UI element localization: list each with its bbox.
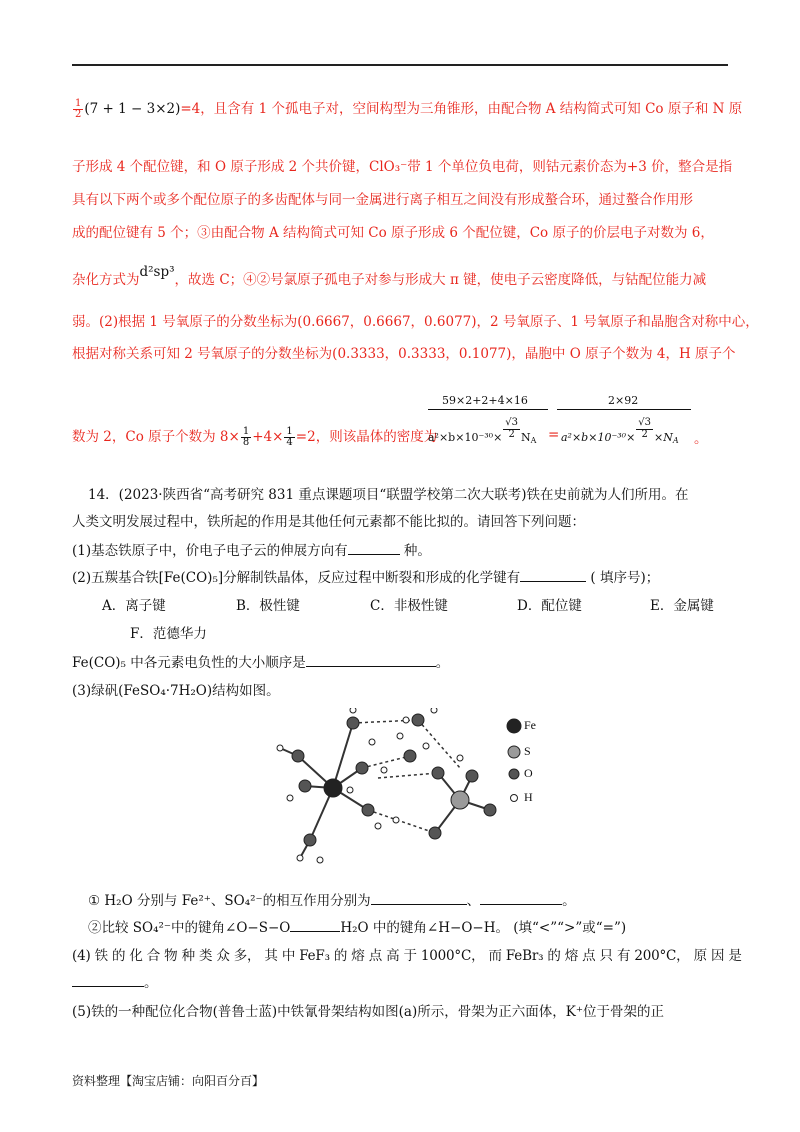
density-num-1: 59×2+2+4×16 (442, 394, 528, 407)
density-den-2-text: a²×b×10⁻³⁰× (561, 431, 636, 444)
q3-1-blank-a[interactable] (371, 892, 467, 905)
q3-1-end: 。 (562, 893, 576, 909)
option-f: F．范德华力 (130, 626, 207, 642)
question-1 (72, 539, 431, 559)
question-4-tail (72, 971, 158, 991)
atoms (277, 708, 496, 863)
question-3: (3)绿矾(FeSO₄·7H₂O)结构如图。 (72, 683, 280, 699)
header-rule (72, 64, 728, 66)
answer-line-5 (72, 264, 707, 288)
one-eighth: $\frac{1}{8}$ (242, 425, 250, 448)
question-stem-2: 人类文明发展过程中，铁所起的作用是其他任何元素都不能比拟的。请回答下列问题： (72, 514, 585, 530)
answer-line-3: 具有以下两个或多个配位原子的多齿配体与同一金属进行离子相互之间没有形成螯合环，通过螯合作用形 (72, 192, 693, 208)
density-den-1-na: N (521, 431, 531, 444)
question-3-1 (88, 889, 576, 909)
answer-line-6: 弱。(2)根据 1 号氧原子的分数坐标为(0.6667，0.6667，0.6077)，2 号氧原子、1 号氧原子和晶胞含对称中心， (72, 314, 759, 330)
legend-o-marker (509, 769, 519, 779)
density-bar-2 (557, 409, 691, 410)
answer-text-8a: 数为 2，Co 原子个数为 8× (72, 429, 240, 445)
option-b: B．极性键 (236, 598, 300, 614)
green-vitriol-structure-figure (250, 708, 560, 873)
density-bar-1 (428, 409, 548, 410)
q4-blank[interactable] (72, 974, 144, 987)
q2c-end: 。 (435, 655, 450, 671)
q1-text: (1)基态铁原子中，价电子电子云的伸展方向有 (72, 543, 348, 559)
answer-line-8 (72, 425, 437, 449)
option-a: A．离子键 (102, 598, 166, 614)
density-den-2-na: ×N (654, 431, 673, 444)
q1-blank[interactable] (348, 542, 400, 555)
q2-blank[interactable] (520, 569, 586, 582)
answer-text-5a: 杂化方式为 (72, 272, 140, 288)
question-stem-1: 14．(2023·陕西省“高考研究 831 重点课题项目“联盟学校第二次大联考)铁在史前就为人们所用。在 (88, 487, 689, 503)
density-den-2: a²×b×10⁻³⁰× $\frac{√3}{2}$ $\times N_A$ (561, 417, 679, 445)
q3-2-text: ②比较 SO₄²⁻中的键角∠O−S−O (88, 920, 291, 936)
legend-o-label: O (524, 766, 533, 780)
q3-1-blank-b[interactable] (480, 892, 562, 905)
q2-end: ( 填序号)； (590, 570, 660, 586)
one-quarter: $\frac{1}{4}$ (286, 425, 293, 448)
legend-fe-label: Fe (524, 718, 536, 732)
density-den-1: a²×b×10⁻³⁰× $\frac{√3}{2}$ $N_A$ (428, 417, 537, 445)
legend (507, 719, 521, 802)
q2c-text: Fe(CO)₅ 中各元素电负性的大小顺序是 (72, 655, 306, 671)
answer-text-8b: +4× (252, 429, 284, 445)
q3-1-text: ① H₂O 分别与 Fe²⁺、SO₄²⁻的相互作用分别为 (88, 893, 371, 909)
question-5: (5)铁的一种配位化合物(普鲁士蓝)中铁氰骨架结构如图(a)所示，骨架为正六面体，K⁺位于骨架的正 (72, 1004, 664, 1020)
q3-2-end: H₂O 中的键角∠H−O−H。 (填“<”“>”或“=”) (340, 920, 627, 936)
question-3-2 (88, 916, 626, 936)
option-c: C．非极性键 (370, 598, 448, 614)
legend-s-label: S (524, 744, 531, 758)
q3-1-sep: 、 (466, 893, 481, 909)
legend-h-marker (511, 795, 518, 802)
sqrt3-over-2-a: $\frac{√3}{2}$ (505, 417, 519, 440)
q2-text: (2)五羰基合铁[Fe(CO)₅]分解制铁晶体，反应过程中断裂和形成的化学键有 (72, 570, 521, 586)
q1-end: 种。 (403, 543, 431, 559)
option-e: E．金属键 (650, 598, 714, 614)
question-4: (4) 铁 的 化 合 物 种 类 众 多， 其 中 FeF₃ 的 熔 点 高 于 1000°C， 而 FeBr₃ 的 熔 点 只 有 200°C， 原 因 是 (72, 948, 742, 964)
legend-fe-marker (507, 719, 521, 733)
answer-expr: (7 + 1 − 3×2) (84, 101, 181, 117)
answer-line-1 (72, 97, 742, 121)
question-2 (72, 566, 659, 586)
q3-2-blank[interactable] (290, 919, 340, 932)
legend-s-marker (508, 746, 520, 758)
answer-line-4: 成的配位键有 5 个；③由配合物 A 结构简式可知 Co 原子形成 6 个配位键，Co 原子的价层电子对数为 6， (72, 225, 714, 241)
half-fraction: $\frac{1}{2}$ (75, 97, 82, 120)
hybridization: d²sp³ (139, 264, 175, 280)
equals-sign: = (548, 427, 560, 443)
answer-line-7: 根据对称关系可知 2 号氧原子的分数坐标为(0.3333，0.3333，0.1077)，晶胞中 O 原子个数为 4，H 原子个 (72, 346, 736, 362)
answer-text-1: =4，且含有 1 个孤电子对，空间构型为三角锥形，由配合物 A 结构简式可知 Co 原子和 N 原 (180, 101, 743, 117)
density-num-2: 2×92 (608, 394, 639, 407)
answer-text-8c: =2，则该晶体的密度为 (295, 429, 438, 445)
q4-end: 。 (144, 975, 158, 991)
answer-line-2: 子形成 4 个配位键，和 O 原子形成 2 个共价键，ClO₃⁻带 1 个单位负电荷，则钴元素价态为+3 价，整合是指 (72, 159, 733, 175)
footer-source: 资料整理【淘宝店铺：向阳百分百】 (72, 1074, 265, 1088)
answer-end: 。 (694, 431, 708, 447)
question-2c (72, 651, 449, 671)
option-d: D．配位键 (517, 598, 582, 614)
sqrt3-over-2-b: $\frac{√3}{2}$ (638, 417, 652, 440)
legend-h-label: H (524, 790, 533, 804)
q2c-blank[interactable] (306, 654, 436, 667)
answer-text-5b: ，故选 C；④②号氯原子孤电子对参与形成大 π 键，使电子云密度降低，与钴配位能力减 (174, 272, 707, 288)
density-den-1-text: a²×b×10⁻³⁰× (428, 431, 503, 444)
